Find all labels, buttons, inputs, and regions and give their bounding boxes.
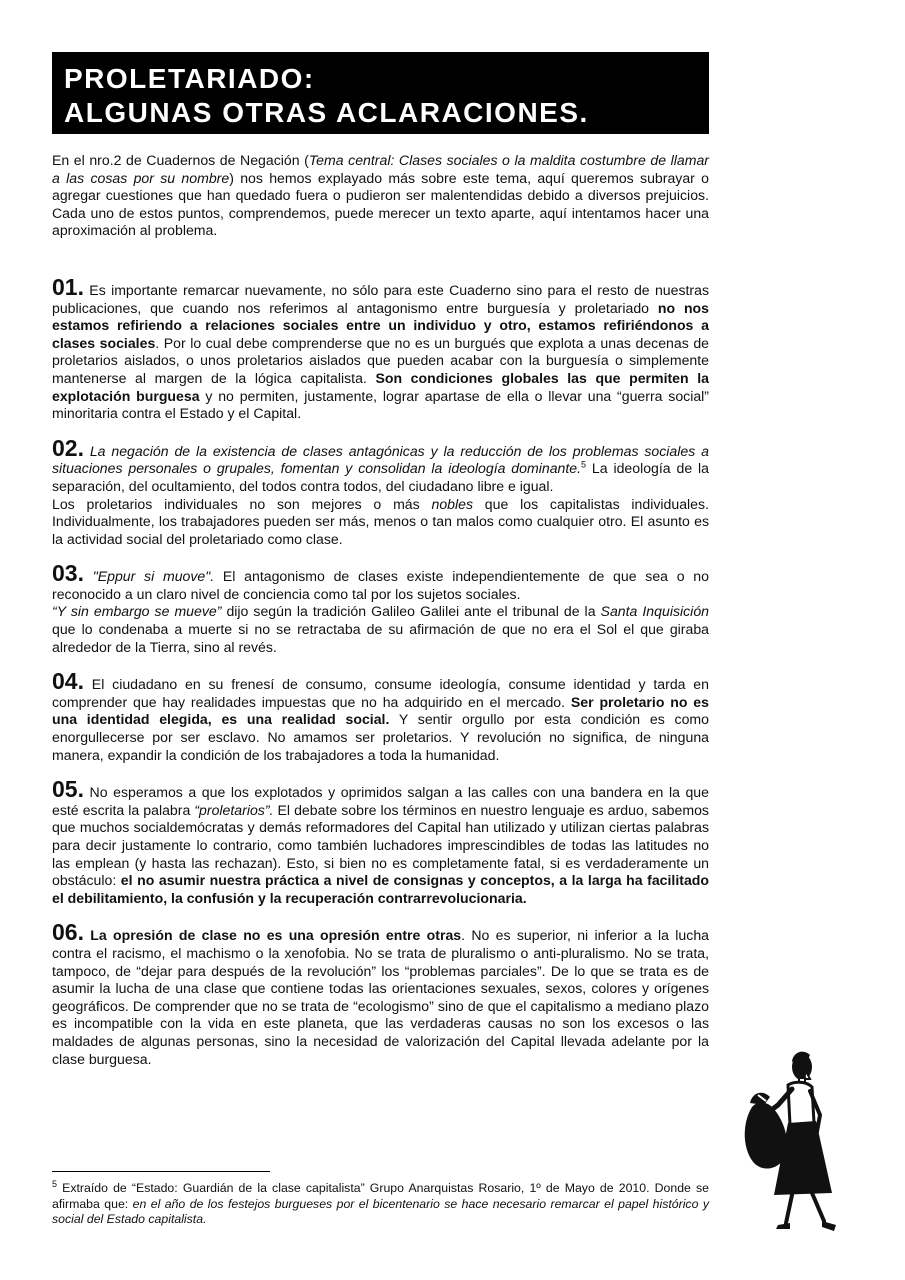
section-text: No esperamos a que los explotados y oprimidos salgan a las calles con una bandera en la que esté escrita la palabra <box>52 784 709 818</box>
section-bold: Son condiciones globales las que permiten la explotación burguesa <box>52 369 709 404</box>
footnote-ref: 5 <box>581 459 587 470</box>
section-text: Los proletarios individuales no son mejores o más <box>52 495 432 512</box>
footnote-text: Extraído de “Estado: Guardián de la clase capitalista” Grupo Anarquistas Rosario, 1º de Mayo de 2010. Donde se afirmaba que: <box>52 1181 709 1211</box>
section-italic: Santa Inquisición <box>600 603 709 620</box>
page-title <box>52 52 709 134</box>
footnote-italic: en el año de los festejos burgueses por el bicentenario se hace necesario remarcar el papel histórico y social del Estado capitalista. <box>52 1196 709 1226</box>
section-text: y no permiten, justamente, lograr apartase de ella o llevar una “guerra social” minoritaria contra el Estado y el Capital. <box>52 387 710 422</box>
section-05 <box>52 776 709 907</box>
section-text: Es importante remarcar nuevamente, no sólo para este Cuaderno sino para el resto de nuestras publicaciones, que cuando nos referimos al antagonismo entre burguesía y proletariado <box>52 281 709 316</box>
section-bold: Ser proletario no es una identidad elegida, es una realidad social. <box>52 693 709 728</box>
section-text: El debate sobre los términos en nuestro lenguaje es arduo, sabemos que muchos socialdemócratas y demás reformadores del Capital han utilizado y utilizan ciertas palabras para decir justamente lo contrario, como también luchadores imprescindibles de todas las latitudes no las emplean (y hasta las rechazan). Esto, si bien no es completamente fatal, si es verdaderamente un obstáculo: <box>52 801 709 889</box>
section-text: que los capitalistas individuales. Individualmente, los trabajadores pueden ser más, menos o tan malos como cualquier otro. El asunto es la actividad social del proletariado como clase. <box>52 495 709 547</box>
section-text: que lo condenaba a muerte si no se retractaba de su afirmación de que no era el Sol el que giraba alrededor de la Tierra, sino al revés. <box>52 621 709 655</box>
woman-carrying-bundle-illustration <box>740 1045 850 1235</box>
section-number: 06. <box>52 919 84 946</box>
intro-text-2: ) nos hemos explayado más sobre este tema, aquí queremos subrayar o agregar cuestiones que han quedado fuera o pudieron ser malentendidas debido a diversos prejuicios. Cada uno de estos puntos, comprendemos, puede merecer un texto aparte, aquí intentamos hacer una aproximación al problema. <box>52 169 709 239</box>
section-italic: nobles <box>431 495 474 512</box>
section-text: . Por lo cual debe comprenderse que no es un burgués que explota a unas decenas de proletarios aislados, o unos proletarios aislados que pueden acabar con la burguesía o simplemente mantenerse al margen de la lógica capitalista. <box>52 334 709 386</box>
intro-text-1: En el nro.2 de Cuadernos de Negación ( <box>52 152 309 168</box>
footnote-number: 5 <box>52 1178 58 1189</box>
section-02 <box>52 434 709 549</box>
section-number: 04. <box>52 668 84 695</box>
section-bold: no nos estamos refiriendo a relaciones sociales entre un individuo y otro, estamos refiriéndonos a clases sociales <box>52 299 710 351</box>
section-bold: La opresión de clase no es una opresión entre otras <box>83 927 462 944</box>
article-body <box>52 152 709 1085</box>
section-text: El antagonismo de clases existe independientemente de que sea o no reconocido a un claro nivel de conciencia como tal por los sujetos sociales. <box>52 568 709 602</box>
section-number: 02. <box>52 434 84 461</box>
title-line-2: ALGUNAS OTRAS ACLARACIONES. <box>64 97 589 128</box>
section-italic: “Y sin embargo se mueve” <box>52 603 222 620</box>
section-italic: "Eppur si muove". <box>83 568 215 585</box>
footnote-divider <box>52 1171 270 1172</box>
section-04 <box>52 668 709 764</box>
section-number: 05. <box>52 776 84 803</box>
section-text: Y sentir orgullo por esta condición es como enorgullecerse por ser esclavo. No amamos ser proletarios. Y revolución no significa, de ninguna manera, expandir la condición de los trabajadores a toda la humanidad. <box>52 711 709 763</box>
section-01 <box>52 273 710 423</box>
section-06 <box>52 919 709 1068</box>
section-italic: “proletarios”. <box>194 801 274 818</box>
section-number: 03. <box>52 560 84 587</box>
section-text: La ideología de la separación, del ocultamiento, del todos contra todos, del ciudadano libre e igual. <box>52 460 709 494</box>
section-text: . No es superior, ni inferior a la lucha contra el racismo, el machismo o la xenofobia. No se trata de pluralismo o anti-pluralismo. No se trata, tampoco, de “dejar para después de la revolución” los “problemas parciales”. De lo que se trata es de asumir la lucha de una clase que contiene todas las orientaciones sexuales, sexos, colores y orígenes geográficos. De comprender que no se trata de “ecologismo” sino de que el capitalismo a mediano plazo es incompatible con la vida en este planeta, que las verdaderas causas no son los excesos o las maldades de algunas personas, sino la necesidad de valorización del Capital llevada adelante por la clase burguesa. <box>52 927 709 1067</box>
section-bold: el no asumir nuestra práctica a nivel de consignas y conceptos, a la larga ha facilitado el debilitamiento, la confusión y la recuperación contrarrevolucionaria. <box>52 872 709 906</box>
footnote <box>52 1178 709 1228</box>
section-number: 01. <box>52 273 84 300</box>
title-line-1: PROLETARIADO: <box>64 63 315 94</box>
section-text: El ciudadano en su frenesí de consumo, consume ideología, consume identidad y tarda en comprender que hay realidades impuestas que no ha adquirido en el mercado. <box>52 676 709 710</box>
section-text: dijo según la tradición Galileo Galilei ante el tribunal de la <box>221 603 601 620</box>
section-03 <box>52 560 709 656</box>
intro-paragraph <box>52 152 709 240</box>
intro-italic: Tema central: Clases sociales o la maldita costumbre de llamar a las cosas por su nombre <box>52 152 709 186</box>
section-italic: La negación de la existencia de clases antagónicas y la reducción de los problemas sociales a situaciones personales o grupales, fomentan y consolidan la ideología dominante. <box>52 442 709 477</box>
